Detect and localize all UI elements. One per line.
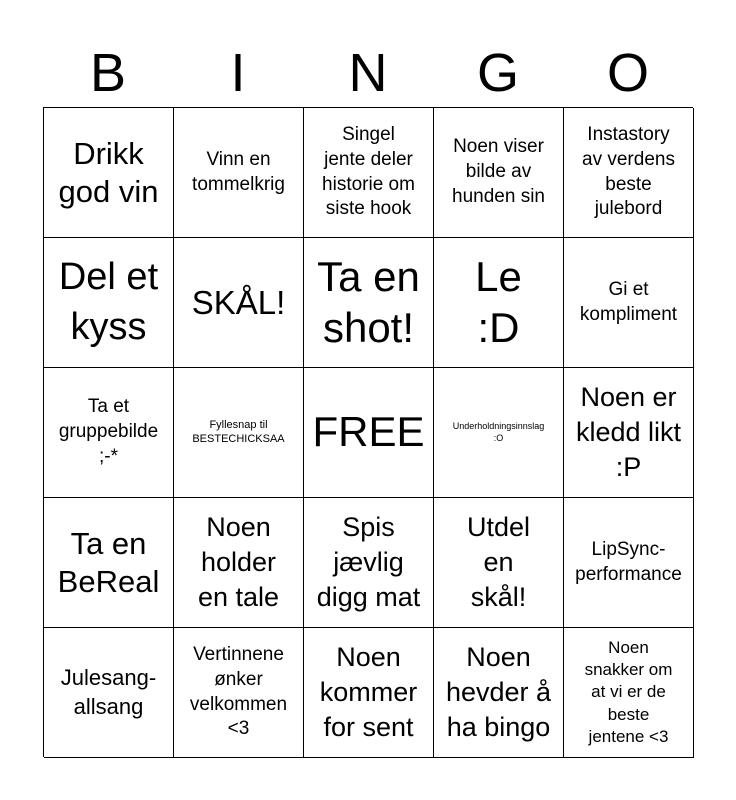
cell-text: Drikk god vin: [58, 136, 159, 209]
bingo-cell[interactable]: [174, 498, 304, 628]
cell-text: LipSync- performance: [575, 538, 682, 585]
header-letter-g: G: [476, 43, 519, 103]
bingo-cell[interactable]: [304, 368, 434, 498]
cell-text: FREE: [312, 408, 425, 456]
cell-text: Ta et gruppebilde ;-*: [58, 396, 159, 467]
bingo-cell[interactable]: [434, 368, 564, 498]
cell-text: Noen kommer for sent: [319, 641, 418, 743]
cell-text: Noen hevder å ha bingo: [445, 641, 552, 743]
bingo-cell[interactable]: [564, 238, 694, 368]
cell-text: Noen snakker om at vi er de beste jentene <3: [584, 638, 673, 746]
bingo-cell[interactable]: [564, 108, 694, 238]
header-letter-i: I: [230, 43, 246, 103]
bingo-cell[interactable]: [564, 498, 694, 628]
cell-text: Noen holder en tale: [197, 511, 280, 613]
bingo-cell[interactable]: [44, 498, 174, 628]
cell-text: Noen viser bilde av hunden sin: [452, 136, 545, 207]
bingo-cell[interactable]: [434, 498, 564, 628]
cell-text: Vinn en tommelkrig: [192, 148, 285, 195]
cell-text: Vertinnene ønker velkommen <3: [189, 644, 288, 740]
cell-text: Utdel en skål!: [466, 511, 531, 613]
cell-text: Spis jævlig digg mat: [316, 511, 421, 613]
header-letter-o: O: [606, 43, 649, 103]
header-letter-b: B: [89, 43, 127, 103]
bingo-cell[interactable]: [44, 108, 174, 238]
bingo-cell[interactable]: [174, 628, 304, 758]
cell-text: Instastory av verdens beste julebord: [582, 124, 675, 220]
cell-text: Fyllesnap til BESTECHICKSAA: [192, 418, 285, 445]
cell-text: Ta en BeReal: [57, 526, 160, 599]
bingo-cell[interactable]: [304, 238, 434, 368]
bingo-grid: [43, 107, 693, 757]
cell-text: Julesang- allsang: [60, 664, 157, 719]
cell-text: Noen er kledd likt :P: [575, 381, 682, 483]
bingo-cell[interactable]: [44, 368, 174, 498]
bingo-cell[interactable]: [434, 108, 564, 238]
bingo-cell[interactable]: [44, 628, 174, 758]
cell-text: Ta en shot!: [317, 253, 420, 351]
bingo-cell[interactable]: [174, 238, 304, 368]
bingo-cell[interactable]: [174, 108, 304, 238]
bingo-cell[interactable]: [304, 628, 434, 758]
cell-text: Le :D: [475, 253, 522, 351]
bingo-cell[interactable]: [174, 368, 304, 498]
header-letter-n: N: [348, 43, 388, 103]
cell-text: Singel jente deler historie om siste hook: [322, 124, 415, 220]
bingo-cell[interactable]: [44, 238, 174, 368]
cell-text: Gi et kompliment: [579, 278, 678, 325]
bingo-header: [43, 40, 693, 106]
cell-text: SKÅL!: [191, 283, 286, 321]
bingo-cell[interactable]: [564, 368, 694, 498]
cell-text: Del et kyss: [58, 256, 159, 348]
cell-text: Underholdningsinnslag :O: [452, 421, 545, 443]
bingo-cell[interactable]: [434, 238, 564, 368]
bingo-cell[interactable]: [304, 108, 434, 238]
bingo-cell[interactable]: [304, 498, 434, 628]
bingo-cell[interactable]: [564, 628, 694, 758]
bingo-cell[interactable]: [434, 628, 564, 758]
